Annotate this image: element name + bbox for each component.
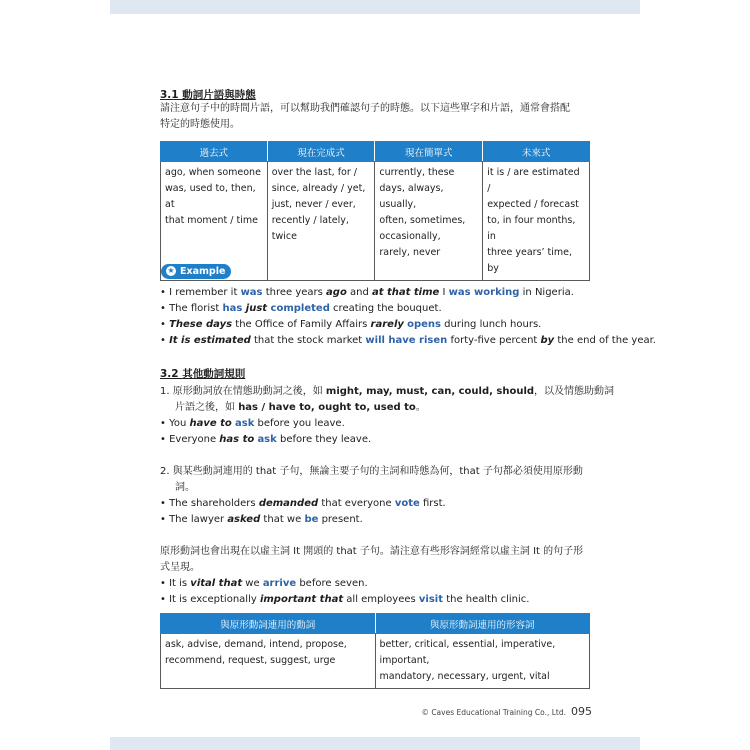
cell-past: ago, when someone was, used to, then, at that moment / time: [161, 162, 268, 281]
example-sentence-3: • These days the Office of Family Affairs rarely opens during lunch hours.: [160, 319, 542, 330]
section-3-1-title: 3.1 動詞片語與時態: [160, 89, 256, 101]
cell-present-simple: currently, these days, always, usually, often, sometimes, occasionally, rarely, never: [375, 162, 483, 281]
star-icon: ★: [167, 266, 175, 275]
example-sentence-1: • I remember it was three years ago and at that time I was working in Nigeria.: [160, 287, 574, 298]
table-row: [161, 162, 590, 281]
cell-adjectives: better, critical, essential, imperative, important, mandatory, necessary, urgent, vital: [375, 634, 590, 689]
paragraph-3-line-1: 原形動詞也會出現在以虛主詞 It 開頭的 that 子句。請注意有些形容詞經常以虛主詞 It 的句子形: [160, 546, 584, 557]
rule-2-example-1: • The shareholders demanded that everyone vote first.: [160, 498, 446, 509]
copyright-text: © Caves Educational Training Co., Ltd.: [421, 708, 566, 717]
header-adjectives: 與原形動詞連用的形容詞: [375, 614, 590, 634]
section-3-2-title: 3.2 其他動詞規則: [160, 368, 246, 380]
rule-1-example-1: • You have to ask before you leave.: [160, 418, 345, 429]
table-row: [161, 634, 590, 689]
section-3-1-intro: [160, 101, 590, 133]
header-present-perfect: 現在完成式: [267, 142, 375, 162]
rule-2-line-2: 詞。: [175, 482, 195, 493]
header-future: 未來式: [483, 142, 590, 162]
rule-1-line-2: 片語之後，如 has / have to, ought to, used to。: [175, 402, 426, 413]
cell-future: it is / are estimated / expected / forecast to, in four months, in three years’ time, by: [483, 162, 590, 281]
header-present-simple: 現在簡單式: [375, 142, 483, 162]
intro-line-2: 特定的時態使用。: [160, 119, 240, 130]
header-past: 過去式: [161, 142, 268, 162]
header-verbs: 與原形動詞連用的動詞: [161, 614, 376, 634]
rule-2-line-1: 2. 與某些動詞連用的 that 子句，無論主要子句的主詞和時態為何，that 子句都必須使用原形動: [160, 466, 583, 477]
paragraph-3-example-2: • It is exceptionally important that all employees visit the health clinic.: [160, 594, 530, 605]
page-number: 095: [571, 705, 592, 718]
paragraph-3-example-1: • It is vital that we arrive before seven.: [160, 578, 368, 589]
table-header-row: [161, 614, 590, 634]
top-band: [110, 0, 640, 14]
paragraph-3-line-2: 式呈現。: [160, 562, 200, 573]
example-badge: ★ Example: [161, 264, 231, 279]
example-sentence-2: • The florist has just completed creating the bouquet.: [160, 303, 442, 314]
table-header-row: [161, 142, 590, 162]
base-verb-table: [160, 613, 590, 689]
time-phrase-table: [160, 141, 590, 281]
intro-line-1: 請注意句子中的時間片語，可以幫助我們確認句子的時態。以下這些單字和片語，通常會搭配: [160, 103, 570, 114]
bottom-band: [110, 737, 640, 750]
rule-1-line-1: 1. 原形動詞放在情態助動詞之後，如 might, may, must, can, could, should，以及情態助動詞: [160, 386, 615, 397]
example-sentence-4: • It is estimated that the stock market will have risen forty-five percent by the end of the year.: [160, 335, 656, 346]
rule-2-example-2: • The lawyer asked that we be present.: [160, 514, 363, 525]
cell-verbs: ask, advise, demand, intend, propose, recommend, request, suggest, urge: [161, 634, 376, 689]
rule-1-example-2: • Everyone has to ask before they leave.: [160, 434, 372, 445]
cell-present-perfect: over the last, for / since, already / yet, just, never / ever, recently / lately, twice: [267, 162, 375, 281]
